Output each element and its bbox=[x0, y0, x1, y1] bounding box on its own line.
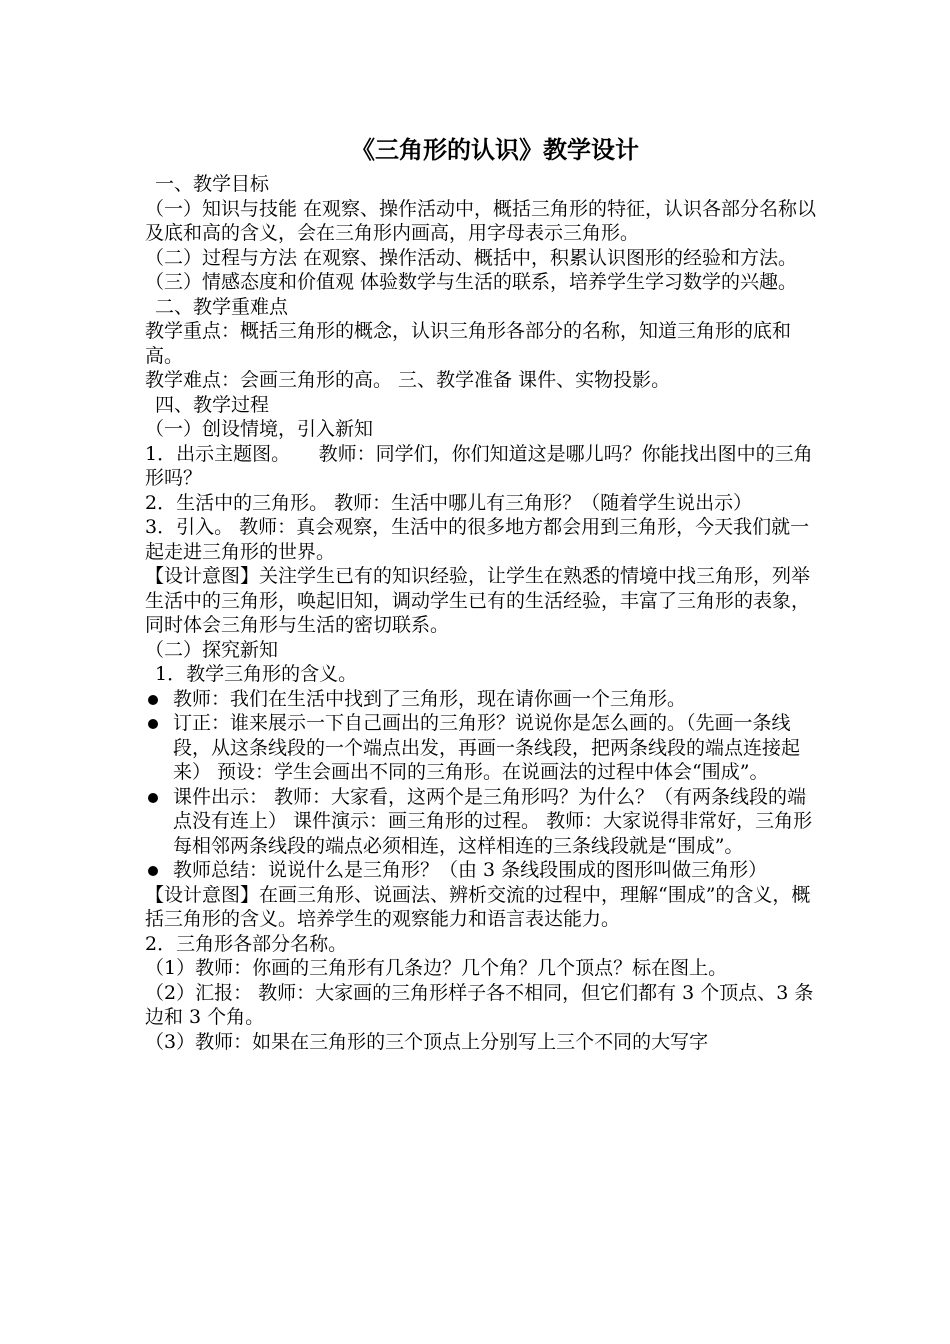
bullet-text: 教师：我们在生活中找到了三角形，现在请你画一个三角形。 bbox=[173, 687, 687, 710]
document-page bbox=[145, 130, 825, 1054]
section-heading: 四、教学过程 bbox=[155, 393, 270, 416]
bullet-item bbox=[145, 711, 825, 785]
paragraph: （2）汇报： 教师：大家画的三角形样子各不相同，但它们都有 3 个顶点、3 条边和 3 个角。 bbox=[145, 981, 814, 1028]
section-heading: 一、教学目标 bbox=[155, 173, 270, 195]
paragraph: （三）情感态度和价值观 体验数学与生活的联系，培养学生学习数学的兴趣。 bbox=[145, 271, 798, 293]
paragraph: 教学难点：会画三角形的高。 三、教学准备 课件、实物投影。 bbox=[145, 369, 671, 391]
bullet-text: 订正：谁来展示一下自己画出的三角形？说说你是怎么画的。（先画一条线段，从这条线段的一个端点出发，再画一条线段，把两条线段的端点连接起来） 预设：学生会画出不同的三角形。在说画法的过程中体会“围成”。 bbox=[173, 712, 801, 783]
section-heading: 二、教学重难点 bbox=[155, 295, 289, 318]
paragraph: 1．教学三角形的含义。 bbox=[155, 663, 358, 685]
paragraph: （1）教师：你画的三角形有几条边？几个角？几个顶点？标在图上。 bbox=[145, 957, 728, 979]
subsection-heading: （一）创设情境，引入新知 bbox=[145, 418, 374, 440]
bullet-dot-icon bbox=[148, 719, 158, 729]
paragraph: 2．三角形各部分名称。 bbox=[145, 932, 348, 955]
paragraph: 教学重点：概括三角形的概念，认识三角形各部分的名称，知道三角形的底和高。 bbox=[145, 320, 792, 367]
bullet-dot-icon bbox=[148, 695, 158, 705]
paragraph: 1．出示主题图。 教师：同学们，你们知道这是哪儿吗？你能找出图中的三角形吗？ bbox=[145, 442, 813, 489]
bullet-dot-icon bbox=[148, 866, 158, 876]
bullet-item bbox=[145, 858, 825, 883]
paragraph: （3）教师：如果在三角形的三个顶点上分别写上三个不同的大写字 bbox=[145, 1030, 709, 1053]
bullet-dot-icon bbox=[148, 793, 158, 803]
paragraph: （二）过程与方法 在观察、操作活动、概括中，积累认识图形的经验和方法。 bbox=[145, 246, 798, 269]
paragraph: （一）知识与技能 在观察、操作活动中，概括三角形的特征，认识各部分名称以及底和高的含义，会在三角形内画高，用字母表示三角形。 bbox=[145, 197, 817, 244]
paragraph: 2．生活中的三角形。 教师：生活中哪儿有三角形？（随着学生说出示） bbox=[145, 491, 753, 514]
subsection-heading: （二）探究新知 bbox=[145, 638, 279, 661]
bullet-item bbox=[145, 687, 825, 712]
design-intent-note: 【设计意图】关注学生已有的知识经验，让学生在熟悉的情境中找三角形，列举生活中的三角形，唤起旧知，调动学生已有的生活经验，丰富了三角形的表象，同时体会三角形与生活的密切联系。 bbox=[145, 565, 811, 636]
bullet-item bbox=[145, 785, 825, 859]
bullet-text: 课件出示： 教师：大家看，这两个是三角形吗？为什么？（有两条线段的端点没有连上） 课件演示：画三角形的过程。 教师：大家说得非常好，三角形每相邻两条线段的端点必须相连，这样相连的三条线段就是“围成”。 bbox=[173, 785, 813, 857]
design-intent-note: 【设计意图】在画三角形、说画法、辨析交流的过程中，理解“围成”的含义，概括三角形的含义。培养学生的观察能力和语言表达能力。 bbox=[145, 883, 811, 930]
bullet-text: 教师总结：说说什么是三角形？（由 3 条线段围成的图形叫做三角形） bbox=[173, 859, 768, 881]
document-title: 《三角形的认识》教学设计 bbox=[351, 135, 639, 164]
paragraph: 3．引入。 教师：真会观察，生活中的很多地方都会用到三角形，今天我们就一起走进三角形的世界。 bbox=[145, 516, 810, 563]
